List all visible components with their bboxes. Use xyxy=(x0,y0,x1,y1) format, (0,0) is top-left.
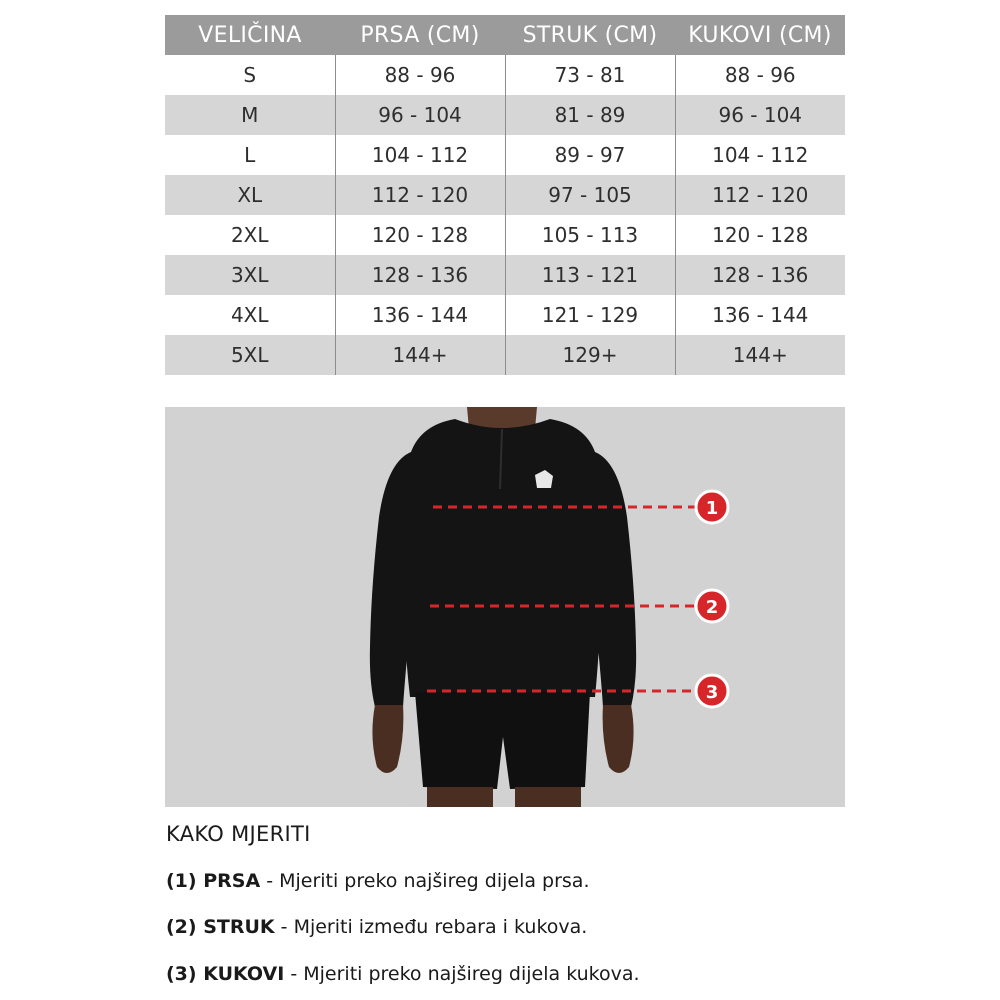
chest-cell: 144+ xyxy=(335,335,505,375)
waist-cell: 81 - 89 xyxy=(505,95,675,135)
hips-cell: 96 - 104 xyxy=(675,95,845,135)
size-chart-table xyxy=(165,15,845,375)
hips-cell: 120 - 128 xyxy=(675,215,845,255)
marker-2-label: 2 xyxy=(705,597,719,618)
table-row xyxy=(165,175,845,215)
how-to-line-chest xyxy=(166,870,590,892)
marker-1-label: 1 xyxy=(705,498,719,519)
waist-cell: 97 - 105 xyxy=(505,175,675,215)
waist-cell: 113 - 121 xyxy=(505,255,675,295)
waist-cell: 89 - 97 xyxy=(505,135,675,175)
size-cell: 4XL xyxy=(165,295,335,335)
model-illustration xyxy=(165,407,845,807)
table-header-row xyxy=(165,15,845,55)
table-row xyxy=(165,255,845,295)
size-cell: L xyxy=(165,135,335,175)
hips-cell: 88 - 96 xyxy=(675,55,845,95)
how-to-line-waist xyxy=(166,916,587,938)
model-right-leg xyxy=(515,787,581,807)
how-to-measure-title: KAKO MJERITI xyxy=(166,822,311,846)
model-right-hand xyxy=(603,705,634,773)
how-to-text: - Mjeriti preko najšireg dijela kukova. xyxy=(284,963,640,985)
header-chest: PRSA (CM) xyxy=(335,15,505,55)
size-cell: S xyxy=(165,55,335,95)
chest-cell: 96 - 104 xyxy=(335,95,505,135)
table-row xyxy=(165,55,845,95)
hips-cell: 128 - 136 xyxy=(675,255,845,295)
measurement-photo xyxy=(165,407,845,807)
how-to-code: (3) KUKOVI xyxy=(166,963,285,985)
model-left-hand xyxy=(372,705,403,773)
marker-3-label: 3 xyxy=(705,682,719,703)
model-shirt xyxy=(403,419,603,697)
table-row xyxy=(165,135,845,175)
size-cell: 3XL xyxy=(165,255,335,295)
waist-cell: 105 - 113 xyxy=(505,215,675,255)
chest-cell: 120 - 128 xyxy=(335,215,505,255)
hips-cell: 104 - 112 xyxy=(675,135,845,175)
how-to-code: (2) STRUK xyxy=(166,916,275,938)
size-cell: 2XL xyxy=(165,215,335,255)
how-to-line-hips xyxy=(166,963,640,985)
model-shorts xyxy=(415,692,590,789)
chest-cell: 128 - 136 xyxy=(335,255,505,295)
chest-cell: 112 - 120 xyxy=(335,175,505,215)
how-to-text: - Mjeriti preko najšireg dijela prsa. xyxy=(260,870,590,892)
header-hips: KUKOVI (CM) xyxy=(675,15,845,55)
hips-cell: 136 - 144 xyxy=(675,295,845,335)
waist-cell: 73 - 81 xyxy=(505,55,675,95)
size-cell: 5XL xyxy=(165,335,335,375)
hips-cell: 144+ xyxy=(675,335,845,375)
how-to-text: - Mjeriti između rebara i kukova. xyxy=(274,916,588,938)
hips-cell: 112 - 120 xyxy=(675,175,845,215)
chest-cell: 136 - 144 xyxy=(335,295,505,335)
size-cell: XL xyxy=(165,175,335,215)
chest-cell: 88 - 96 xyxy=(335,55,505,95)
waist-cell: 121 - 129 xyxy=(505,295,675,335)
how-to-code: (1) PRSA xyxy=(166,870,261,892)
model-left-leg xyxy=(427,787,493,807)
header-waist: STRUK (CM) xyxy=(505,15,675,55)
table-row xyxy=(165,295,845,335)
marker-2 xyxy=(696,590,728,622)
waist-cell: 129+ xyxy=(505,335,675,375)
marker-1 xyxy=(696,491,728,523)
marker-3 xyxy=(696,675,728,707)
table-row xyxy=(165,215,845,255)
table-row xyxy=(165,335,845,375)
size-cell: M xyxy=(165,95,335,135)
table-row xyxy=(165,95,845,135)
chest-cell: 104 - 112 xyxy=(335,135,505,175)
header-size: VELIČINA xyxy=(165,15,335,55)
